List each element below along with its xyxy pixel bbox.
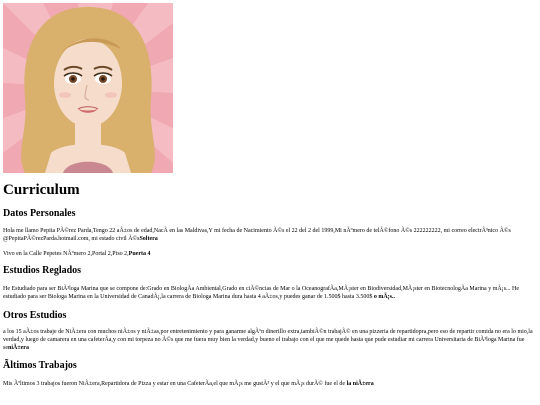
- address-text: Vivo en la Calle Pepetes NÃºmero 2,Portal 2,Piso 2,: [3, 251, 129, 257]
- other-bold: niÃ±era: [8, 345, 29, 351]
- section-heading-studies: Estudios Reglados: [3, 265, 82, 276]
- civil-status: Soltera: [139, 236, 158, 242]
- page-title: Curriculum: [3, 182, 80, 198]
- personal-text: Hola me llamo Pepita PÃ©rez Parda,Tengo 22 aÃ±os de edad,NacÃ en las Maldivas,Y mi fecha de Nacimiento Ã©s el 22 del 2 del 1999,Mi nÃºmero de telÃ©fono Ã©s 222222222, mi correo electrÃ³nico Ã©s @PepitaPÃ©rezParda.hotmail.com, mi estado civil Ã©s: [3, 228, 511, 242]
- personal-paragraph-1: [3, 227, 537, 243]
- jobs-paragraph: [3, 380, 537, 388]
- address-door: Puerta 4: [128, 251, 151, 257]
- other-text: a los 15 aÃ±os trabaje de NiÃ±era con muchos niÃ±os y niÃ±as,por entretenimiento y para ganarme algÃºn dinerillo extra,tambiÃ©n trabajÃ© en una pizzeria de repartidopra,pero eso de repartir comida no era lo mio,la verdad,y luego de camarera en una cafeterÃa,y con mi torpeza no Ã©s que me fuera muy bien la verdad,y bueno el trabajo con el que me quede hasta que pude estudiar mi carrera Universitaria de BiÃ³loga Marina fue se: [3, 329, 533, 351]
- avatar-image: [3, 3, 173, 173]
- section-heading-jobs: Ãltimos Trabajos: [3, 360, 77, 371]
- section-heading-personal: Datos Personales: [3, 208, 76, 219]
- studies-text: He Estudiado para ser BiÃ³loga Marina que se compone de:Grado en BiologÃa Ambiental,Grado en ciÃ©ncias de Mar o la OceanografÃa,MÃ¡ster en Biodiversidad,MÃ¡ster en BiotecnologÃa Marina y mÃ¡s... He estudiado para ser Biologa Marina en la Universidad de CanadÃ¡,la carrera de Biologa Marina dura hasta 4 aÃ±os,y puedes ganar de 1.500$ hasta 3.500$: [3, 286, 520, 300]
- studies-bold: o mÃ¡s..: [373, 294, 396, 300]
- jobs-text: Mis Ãºltimos 3 trabajos fueron NiÃ±era,Repartidora de Pizza y estar en una CafeterÃa,el que mÃ¡s me gustÃ³ y el que mÃ¡s durÃ© fue el de: [3, 381, 346, 387]
- jobs-bold: la niÃ±era: [346, 381, 374, 387]
- studies-paragraph: [3, 285, 537, 301]
- personal-paragraph-2: [3, 250, 537, 258]
- section-heading-other: Otros Estudios: [3, 310, 67, 321]
- other-paragraph: [3, 328, 537, 352]
